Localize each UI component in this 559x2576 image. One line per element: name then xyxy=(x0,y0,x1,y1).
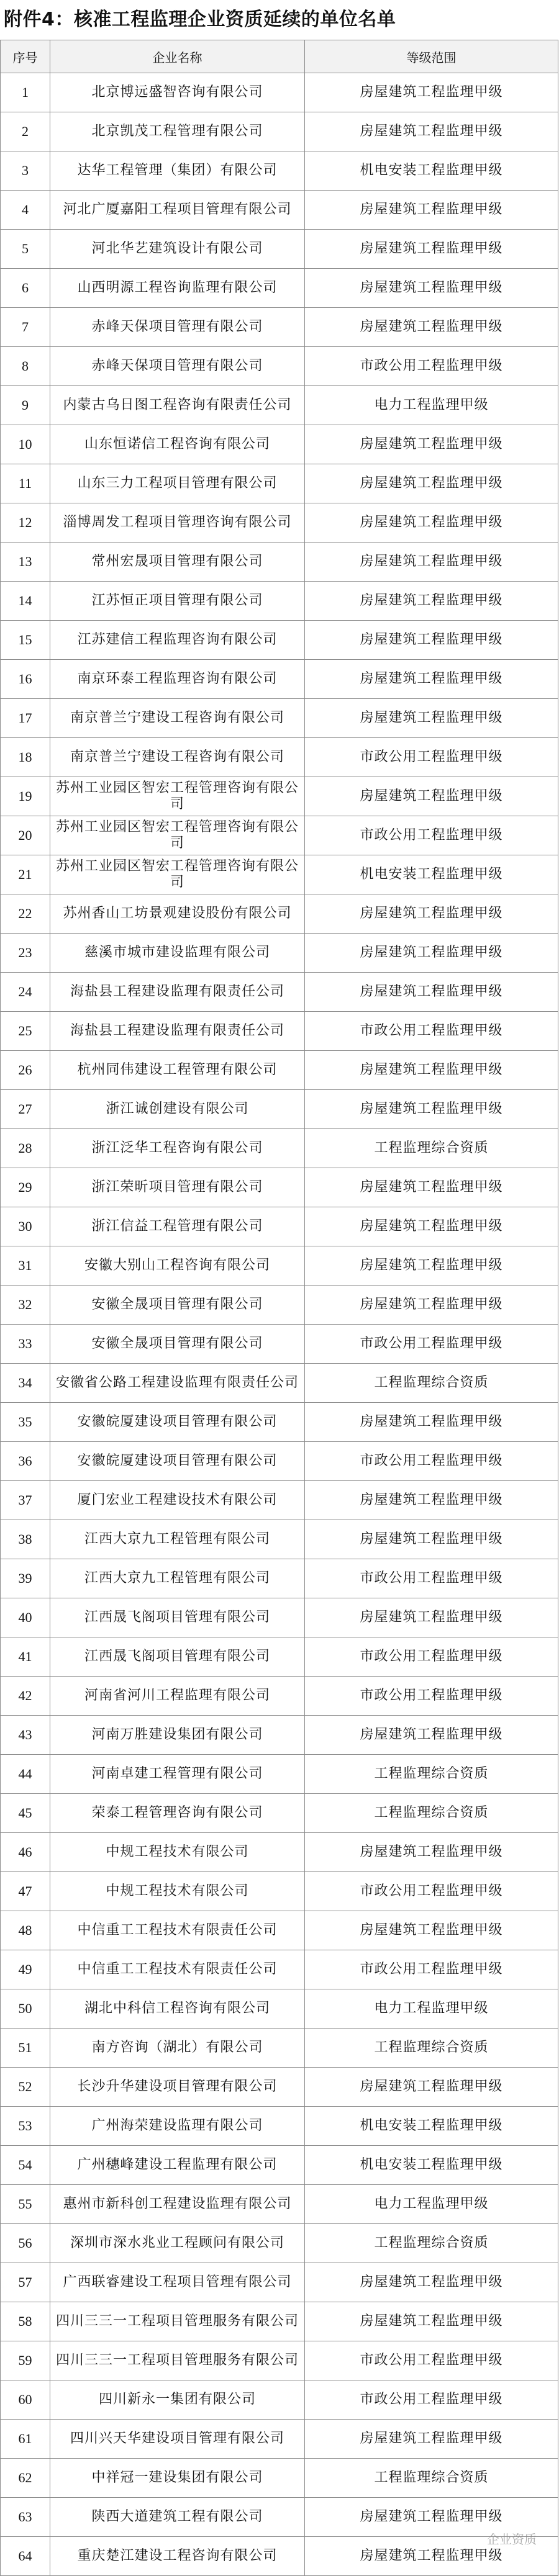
company-name: 达华工程管理（集团）有限公司 xyxy=(50,151,305,191)
table-row xyxy=(1,2459,558,2498)
company-name: 惠州市新科创工程建设监理有限公司 xyxy=(50,2185,305,2224)
qualification-scope: 房屋建筑工程监理甲级 xyxy=(305,2302,558,2341)
qualification-scope: 房屋建筑工程监理甲级 xyxy=(305,543,558,582)
row-number: 55 xyxy=(1,2185,50,2224)
qualification-scope: 房屋建筑工程监理甲级 xyxy=(305,894,558,934)
qualification-scope: 市政公用工程监理甲级 xyxy=(305,1637,558,1677)
company-name: 湖北中科信工程咨询有限公司 xyxy=(50,1989,305,2029)
page-title: 附件4：核准工程监理企业资质延续的单位名单 xyxy=(4,9,396,30)
company-name: 安徽全晟项目管理有限公司 xyxy=(50,1286,305,1325)
row-number: 18 xyxy=(1,738,50,777)
table-row xyxy=(1,230,558,269)
table-row xyxy=(1,2146,558,2185)
row-number: 36 xyxy=(1,1442,50,1481)
row-number: 33 xyxy=(1,1325,50,1364)
qualification-scope: 市政公用工程监理甲级 xyxy=(305,1677,558,1716)
table-row xyxy=(1,1207,558,1246)
row-number: 49 xyxy=(1,1950,50,1989)
qualification-scope: 工程监理综合资质 xyxy=(305,2459,558,2498)
row-number: 30 xyxy=(1,1207,50,1246)
qualification-scope: 房屋建筑工程监理甲级 xyxy=(305,1911,558,1950)
company-name: 深圳市深水兆业工程顾问有限公司 xyxy=(50,2224,305,2263)
qualification-scope: 房屋建筑工程监理甲级 xyxy=(305,621,558,660)
qualification-scope: 房屋建筑工程监理甲级 xyxy=(305,1481,558,1520)
row-number: 59 xyxy=(1,2341,50,2380)
company-name: 四川新永一集团有限公司 xyxy=(50,2380,305,2420)
company-name: 淄博周发工程项目管理咨询有限公司 xyxy=(50,503,305,543)
qualification-scope: 房屋建筑工程监理甲级 xyxy=(305,1520,558,1559)
row-number: 58 xyxy=(1,2302,50,2341)
table-row xyxy=(1,1598,558,1637)
qualification-scope: 工程监理综合资质 xyxy=(305,1129,558,1168)
table-row xyxy=(1,1911,558,1950)
qualification-scope: 房屋建筑工程监理甲级 xyxy=(305,2537,558,2576)
row-number: 51 xyxy=(1,2029,50,2068)
table-row xyxy=(1,1677,558,1716)
company-name: 苏州工业园区智宏工程管理咨询有限公司 xyxy=(50,777,305,816)
company-name: 江苏恒正项目管理有限公司 xyxy=(50,582,305,621)
qualification-scope: 房屋建筑工程监理甲级 xyxy=(305,1598,558,1637)
table-row xyxy=(1,1481,558,1520)
qualification-scope: 房屋建筑工程监理甲级 xyxy=(305,1168,558,1207)
table-row xyxy=(1,699,558,738)
row-number: 48 xyxy=(1,1911,50,1950)
table-row xyxy=(1,1950,558,1989)
company-name: 江西大京九工程管理有限公司 xyxy=(50,1520,305,1559)
company-name: 海盐县工程建设监理有限责任公司 xyxy=(50,1012,305,1051)
company-name: 河南万胜建设集团有限公司 xyxy=(50,1716,305,1755)
row-number: 9 xyxy=(1,386,50,425)
table-row xyxy=(1,2537,558,2576)
qualification-scope: 市政公用工程监理甲级 xyxy=(305,347,558,386)
row-number: 23 xyxy=(1,934,50,973)
table-row xyxy=(1,2107,558,2146)
company-name: 厦门宏业工程建设技术有限公司 xyxy=(50,1481,305,1520)
table-row xyxy=(1,2029,558,2068)
company-table xyxy=(0,40,558,2576)
table-row xyxy=(1,425,558,464)
qualification-scope: 房屋建筑工程监理甲级 xyxy=(305,777,558,816)
company-name: 广州海荣建设监理有限公司 xyxy=(50,2107,305,2146)
qualification-scope: 房屋建筑工程监理甲级 xyxy=(305,269,558,308)
company-name: 山西明源工程咨询监理有限公司 xyxy=(50,269,305,308)
company-name: 中信重工工程技术有限责任公司 xyxy=(50,1950,305,1989)
row-number: 60 xyxy=(1,2380,50,2420)
qualification-scope: 市政公用工程监理甲级 xyxy=(305,1442,558,1481)
qualification-scope: 房屋建筑工程监理甲级 xyxy=(305,503,558,543)
company-name: 陕西大道建筑工程有限公司 xyxy=(50,2498,305,2537)
company-name: 安徽大别山工程咨询有限公司 xyxy=(50,1246,305,1286)
table-row xyxy=(1,1442,558,1481)
company-name: 长沙升华建设项目管理有限公司 xyxy=(50,2068,305,2107)
table-row xyxy=(1,1051,558,1090)
header-scope: 等级范围 xyxy=(305,40,558,73)
table-row xyxy=(1,1090,558,1129)
row-number: 39 xyxy=(1,1559,50,1598)
row-number: 12 xyxy=(1,503,50,543)
qualification-scope: 房屋建筑工程监理甲级 xyxy=(305,112,558,151)
qualification-scope: 电力工程监理甲级 xyxy=(305,2185,558,2224)
table-row xyxy=(1,1833,558,1872)
row-number: 4 xyxy=(1,191,50,230)
company-name: 北京博远盛智咨询有限公司 xyxy=(50,73,305,112)
row-number: 2 xyxy=(1,112,50,151)
row-number: 26 xyxy=(1,1051,50,1090)
qualification-scope: 市政公用工程监理甲级 xyxy=(305,1325,558,1364)
company-name: 重庆楚江建设工程咨询有限公司 xyxy=(50,2537,305,2576)
table-row xyxy=(1,1637,558,1677)
row-number: 62 xyxy=(1,2459,50,2498)
qualification-scope: 市政公用工程监理甲级 xyxy=(305,2380,558,2420)
table-row xyxy=(1,464,558,503)
company-name: 江西晟飞阁项目管理有限公司 xyxy=(50,1637,305,1677)
table-row xyxy=(1,73,558,112)
qualification-scope: 市政公用工程监理甲级 xyxy=(305,1012,558,1051)
table-row xyxy=(1,347,558,386)
table-row xyxy=(1,2498,558,2537)
table-row xyxy=(1,1794,558,1833)
qualification-scope: 市政公用工程监理甲级 xyxy=(305,1950,558,1989)
row-number: 10 xyxy=(1,425,50,464)
qualification-scope: 房屋建筑工程监理甲级 xyxy=(305,1716,558,1755)
company-name: 内蒙古乌日图工程咨询有限责任公司 xyxy=(50,386,305,425)
row-number: 56 xyxy=(1,2224,50,2263)
qualification-scope: 市政公用工程监理甲级 xyxy=(305,738,558,777)
table-row xyxy=(1,660,558,699)
company-name: 赤峰天保项目管理有限公司 xyxy=(50,308,305,347)
qualification-scope: 房屋建筑工程监理甲级 xyxy=(305,2498,558,2537)
company-name: 四川三三一工程项目管理服务有限公司 xyxy=(50,2341,305,2380)
table-row xyxy=(1,2068,558,2107)
row-number: 5 xyxy=(1,230,50,269)
row-number: 19 xyxy=(1,777,50,816)
company-name: 安徽省公路工程建设监理有限责任公司 xyxy=(50,1364,305,1403)
company-name: 四川兴天华建设项目管理有限公司 xyxy=(50,2420,305,2459)
table-row xyxy=(1,816,558,855)
table-body xyxy=(1,73,558,2576)
row-number: 46 xyxy=(1,1833,50,1872)
company-name: 广西联睿建设工程项目管理有限公司 xyxy=(50,2263,305,2302)
table-row xyxy=(1,2420,558,2459)
qualification-scope: 房屋建筑工程监理甲级 xyxy=(305,1833,558,1872)
row-number: 52 xyxy=(1,2068,50,2107)
table-row xyxy=(1,2224,558,2263)
row-number: 57 xyxy=(1,2263,50,2302)
company-name: 河北华艺建筑设计有限公司 xyxy=(50,230,305,269)
qualification-scope: 房屋建筑工程监理甲级 xyxy=(305,973,558,1012)
table-row xyxy=(1,777,558,816)
row-number: 47 xyxy=(1,1872,50,1911)
table-row xyxy=(1,621,558,660)
table-row xyxy=(1,1129,558,1168)
table-row xyxy=(1,112,558,151)
company-name: 中信重工工程技术有限责任公司 xyxy=(50,1911,305,1950)
qualification-scope: 市政公用工程监理甲级 xyxy=(305,1872,558,1911)
company-name: 安徽皖厦建设项目管理有限公司 xyxy=(50,1442,305,1481)
table-row xyxy=(1,503,558,543)
company-name: 浙江诚创建设有限公司 xyxy=(50,1090,305,1129)
row-number: 27 xyxy=(1,1090,50,1129)
row-number: 14 xyxy=(1,582,50,621)
company-name: 南京普兰宁建设工程咨询有限公司 xyxy=(50,738,305,777)
company-name: 河南省河川工程监理有限公司 xyxy=(50,1677,305,1716)
company-name: 四川三三一工程项目管理服务有限公司 xyxy=(50,2302,305,2341)
row-number: 22 xyxy=(1,894,50,934)
watermark: 企业资质 xyxy=(487,2532,537,2547)
qualification-scope: 房屋建筑工程监理甲级 xyxy=(305,308,558,347)
qualification-scope: 工程监理综合资质 xyxy=(305,1794,558,1833)
row-number: 8 xyxy=(1,347,50,386)
table-row xyxy=(1,2380,558,2420)
company-name: 北京凯茂工程管理有限公司 xyxy=(50,112,305,151)
row-number: 20 xyxy=(1,816,50,855)
table-row xyxy=(1,1755,558,1794)
company-name: 南京环泰工程监理咨询有限公司 xyxy=(50,660,305,699)
qualification-scope: 市政公用工程监理甲级 xyxy=(305,816,558,855)
qualification-scope: 房屋建筑工程监理甲级 xyxy=(305,73,558,112)
company-name: 浙江荣昕项目管理有限公司 xyxy=(50,1168,305,1207)
company-name: 安徽皖厦建设项目管理有限公司 xyxy=(50,1403,305,1442)
company-name: 中规工程技术有限公司 xyxy=(50,1872,305,1911)
qualification-scope: 机电安装工程监理甲级 xyxy=(305,2146,558,2185)
row-number: 6 xyxy=(1,269,50,308)
table-row xyxy=(1,1325,558,1364)
qualification-scope: 房屋建筑工程监理甲级 xyxy=(305,2420,558,2459)
table-row xyxy=(1,1364,558,1403)
qualification-scope: 房屋建筑工程监理甲级 xyxy=(305,425,558,464)
qualification-scope: 机电安装工程监理甲级 xyxy=(305,2107,558,2146)
table-row xyxy=(1,1012,558,1051)
row-number: 54 xyxy=(1,2146,50,2185)
row-number: 50 xyxy=(1,1989,50,2029)
table-row xyxy=(1,1872,558,1911)
row-number: 17 xyxy=(1,699,50,738)
row-number: 42 xyxy=(1,1677,50,1716)
row-number: 35 xyxy=(1,1403,50,1442)
table-row xyxy=(1,855,558,894)
qualification-scope: 电力工程监理甲级 xyxy=(305,1989,558,2029)
qualification-scope: 房屋建筑工程监理甲级 xyxy=(305,1051,558,1090)
qualification-scope: 市政公用工程监理甲级 xyxy=(305,2341,558,2380)
table-row xyxy=(1,582,558,621)
company-name: 河北广厦嘉阳工程项目管理有限公司 xyxy=(50,191,305,230)
row-number: 16 xyxy=(1,660,50,699)
row-number: 41 xyxy=(1,1637,50,1677)
table-row xyxy=(1,151,558,191)
table-header xyxy=(1,40,558,73)
qualification-scope: 房屋建筑工程监理甲级 xyxy=(305,1090,558,1129)
row-number: 28 xyxy=(1,1129,50,1168)
qualification-scope: 市政公用工程监理甲级 xyxy=(305,1559,558,1598)
table-row xyxy=(1,543,558,582)
qualification-scope: 机电安装工程监理甲级 xyxy=(305,151,558,191)
table-row xyxy=(1,738,558,777)
qualification-scope: 电力工程监理甲级 xyxy=(305,386,558,425)
row-number: 34 xyxy=(1,1364,50,1403)
row-number: 45 xyxy=(1,1794,50,1833)
company-name: 赤峰天保项目管理有限公司 xyxy=(50,347,305,386)
qualification-scope: 房屋建筑工程监理甲级 xyxy=(305,1403,558,1442)
company-name: 苏州工业园区智宏工程管理咨询有限公司 xyxy=(50,855,305,894)
company-name: 中规工程技术有限公司 xyxy=(50,1833,305,1872)
table-row xyxy=(1,1716,558,1755)
qualification-scope: 房屋建筑工程监理甲级 xyxy=(305,582,558,621)
qualification-scope: 工程监理综合资质 xyxy=(305,1364,558,1403)
company-name: 江西晟飞阁项目管理有限公司 xyxy=(50,1598,305,1637)
table-row xyxy=(1,269,558,308)
header-no: 序号 xyxy=(1,40,50,73)
company-name: 山东恒诺信工程咨询有限公司 xyxy=(50,425,305,464)
qualification-scope: 工程监理综合资质 xyxy=(305,1755,558,1794)
header-company: 企业名称 xyxy=(50,40,305,73)
table-row xyxy=(1,973,558,1012)
row-number: 32 xyxy=(1,1286,50,1325)
company-name: 杭州同伟建设工程管理有限公司 xyxy=(50,1051,305,1090)
company-name: 苏州工业园区智宏工程管理咨询有限公司 xyxy=(50,816,305,855)
table-row xyxy=(1,1989,558,2029)
row-number: 64 xyxy=(1,2537,50,2576)
table-row xyxy=(1,191,558,230)
table-row xyxy=(1,1403,558,1442)
table-row xyxy=(1,308,558,347)
table-row xyxy=(1,1168,558,1207)
table-row xyxy=(1,386,558,425)
company-name: 山东三力工程项目管理有限公司 xyxy=(50,464,305,503)
qualification-scope: 机电安装工程监理甲级 xyxy=(305,855,558,894)
company-name: 浙江泛华工程咨询有限公司 xyxy=(50,1129,305,1168)
company-name: 安徽全晟项目管理有限公司 xyxy=(50,1325,305,1364)
qualification-scope: 房屋建筑工程监理甲级 xyxy=(305,2263,558,2302)
company-name: 海盐县工程建设监理有限责任公司 xyxy=(50,973,305,1012)
table-row xyxy=(1,934,558,973)
row-number: 1 xyxy=(1,73,50,112)
company-name: 苏州香山工坊景观建设股份有限公司 xyxy=(50,894,305,934)
row-number: 44 xyxy=(1,1755,50,1794)
company-name: 荣泰工程管理咨询有限公司 xyxy=(50,1794,305,1833)
qualification-scope: 工程监理综合资质 xyxy=(305,2224,558,2263)
row-number: 38 xyxy=(1,1520,50,1559)
qualification-scope: 房屋建筑工程监理甲级 xyxy=(305,660,558,699)
table-row xyxy=(1,2341,558,2380)
table-row xyxy=(1,1559,558,1598)
qualification-scope: 房屋建筑工程监理甲级 xyxy=(305,934,558,973)
qualification-scope: 工程监理综合资质 xyxy=(305,2029,558,2068)
qualification-scope: 房屋建筑工程监理甲级 xyxy=(305,1207,558,1246)
company-name: 中祥冠一建设集团有限公司 xyxy=(50,2459,305,2498)
row-number: 13 xyxy=(1,543,50,582)
qualification-scope: 房屋建筑工程监理甲级 xyxy=(305,230,558,269)
row-number: 7 xyxy=(1,308,50,347)
table-row xyxy=(1,894,558,934)
row-number: 40 xyxy=(1,1598,50,1637)
row-number: 15 xyxy=(1,621,50,660)
row-number: 21 xyxy=(1,855,50,894)
row-number: 3 xyxy=(1,151,50,191)
company-name: 浙江信益工程管理有限公司 xyxy=(50,1207,305,1246)
company-name: 慈溪市城市建设监理有限公司 xyxy=(50,934,305,973)
qualification-scope: 房屋建筑工程监理甲级 xyxy=(305,2068,558,2107)
table-row xyxy=(1,1520,558,1559)
company-name: 江西大京九工程管理有限公司 xyxy=(50,1559,305,1598)
row-number: 61 xyxy=(1,2420,50,2459)
row-number: 31 xyxy=(1,1246,50,1286)
qualification-scope: 房屋建筑工程监理甲级 xyxy=(305,1286,558,1325)
qualification-scope: 房屋建筑工程监理甲级 xyxy=(305,464,558,503)
qualification-scope: 房屋建筑工程监理甲级 xyxy=(305,699,558,738)
row-number: 53 xyxy=(1,2107,50,2146)
row-number: 11 xyxy=(1,464,50,503)
company-name: 河南卓建工程管理有限公司 xyxy=(50,1755,305,1794)
company-name: 广州穗峰建设工程监理有限公司 xyxy=(50,2146,305,2185)
company-name: 江苏建信工程监理咨询有限公司 xyxy=(50,621,305,660)
qualification-scope: 房屋建筑工程监理甲级 xyxy=(305,1246,558,1286)
company-name: 南方咨询（湖北）有限公司 xyxy=(50,2029,305,2068)
row-number: 25 xyxy=(1,1012,50,1051)
table-row xyxy=(1,1286,558,1325)
row-number: 24 xyxy=(1,973,50,1012)
row-number: 29 xyxy=(1,1168,50,1207)
table-row xyxy=(1,2302,558,2341)
qualification-scope: 房屋建筑工程监理甲级 xyxy=(305,191,558,230)
row-number: 37 xyxy=(1,1481,50,1520)
table-row xyxy=(1,2263,558,2302)
header-row xyxy=(1,40,558,73)
table-row xyxy=(1,1246,558,1286)
row-number: 63 xyxy=(1,2498,50,2537)
row-number: 43 xyxy=(1,1716,50,1755)
company-name: 常州宏晟项目管理有限公司 xyxy=(50,543,305,582)
table-row xyxy=(1,2185,558,2224)
company-name: 南京普兰宁建设工程咨询有限公司 xyxy=(50,699,305,738)
